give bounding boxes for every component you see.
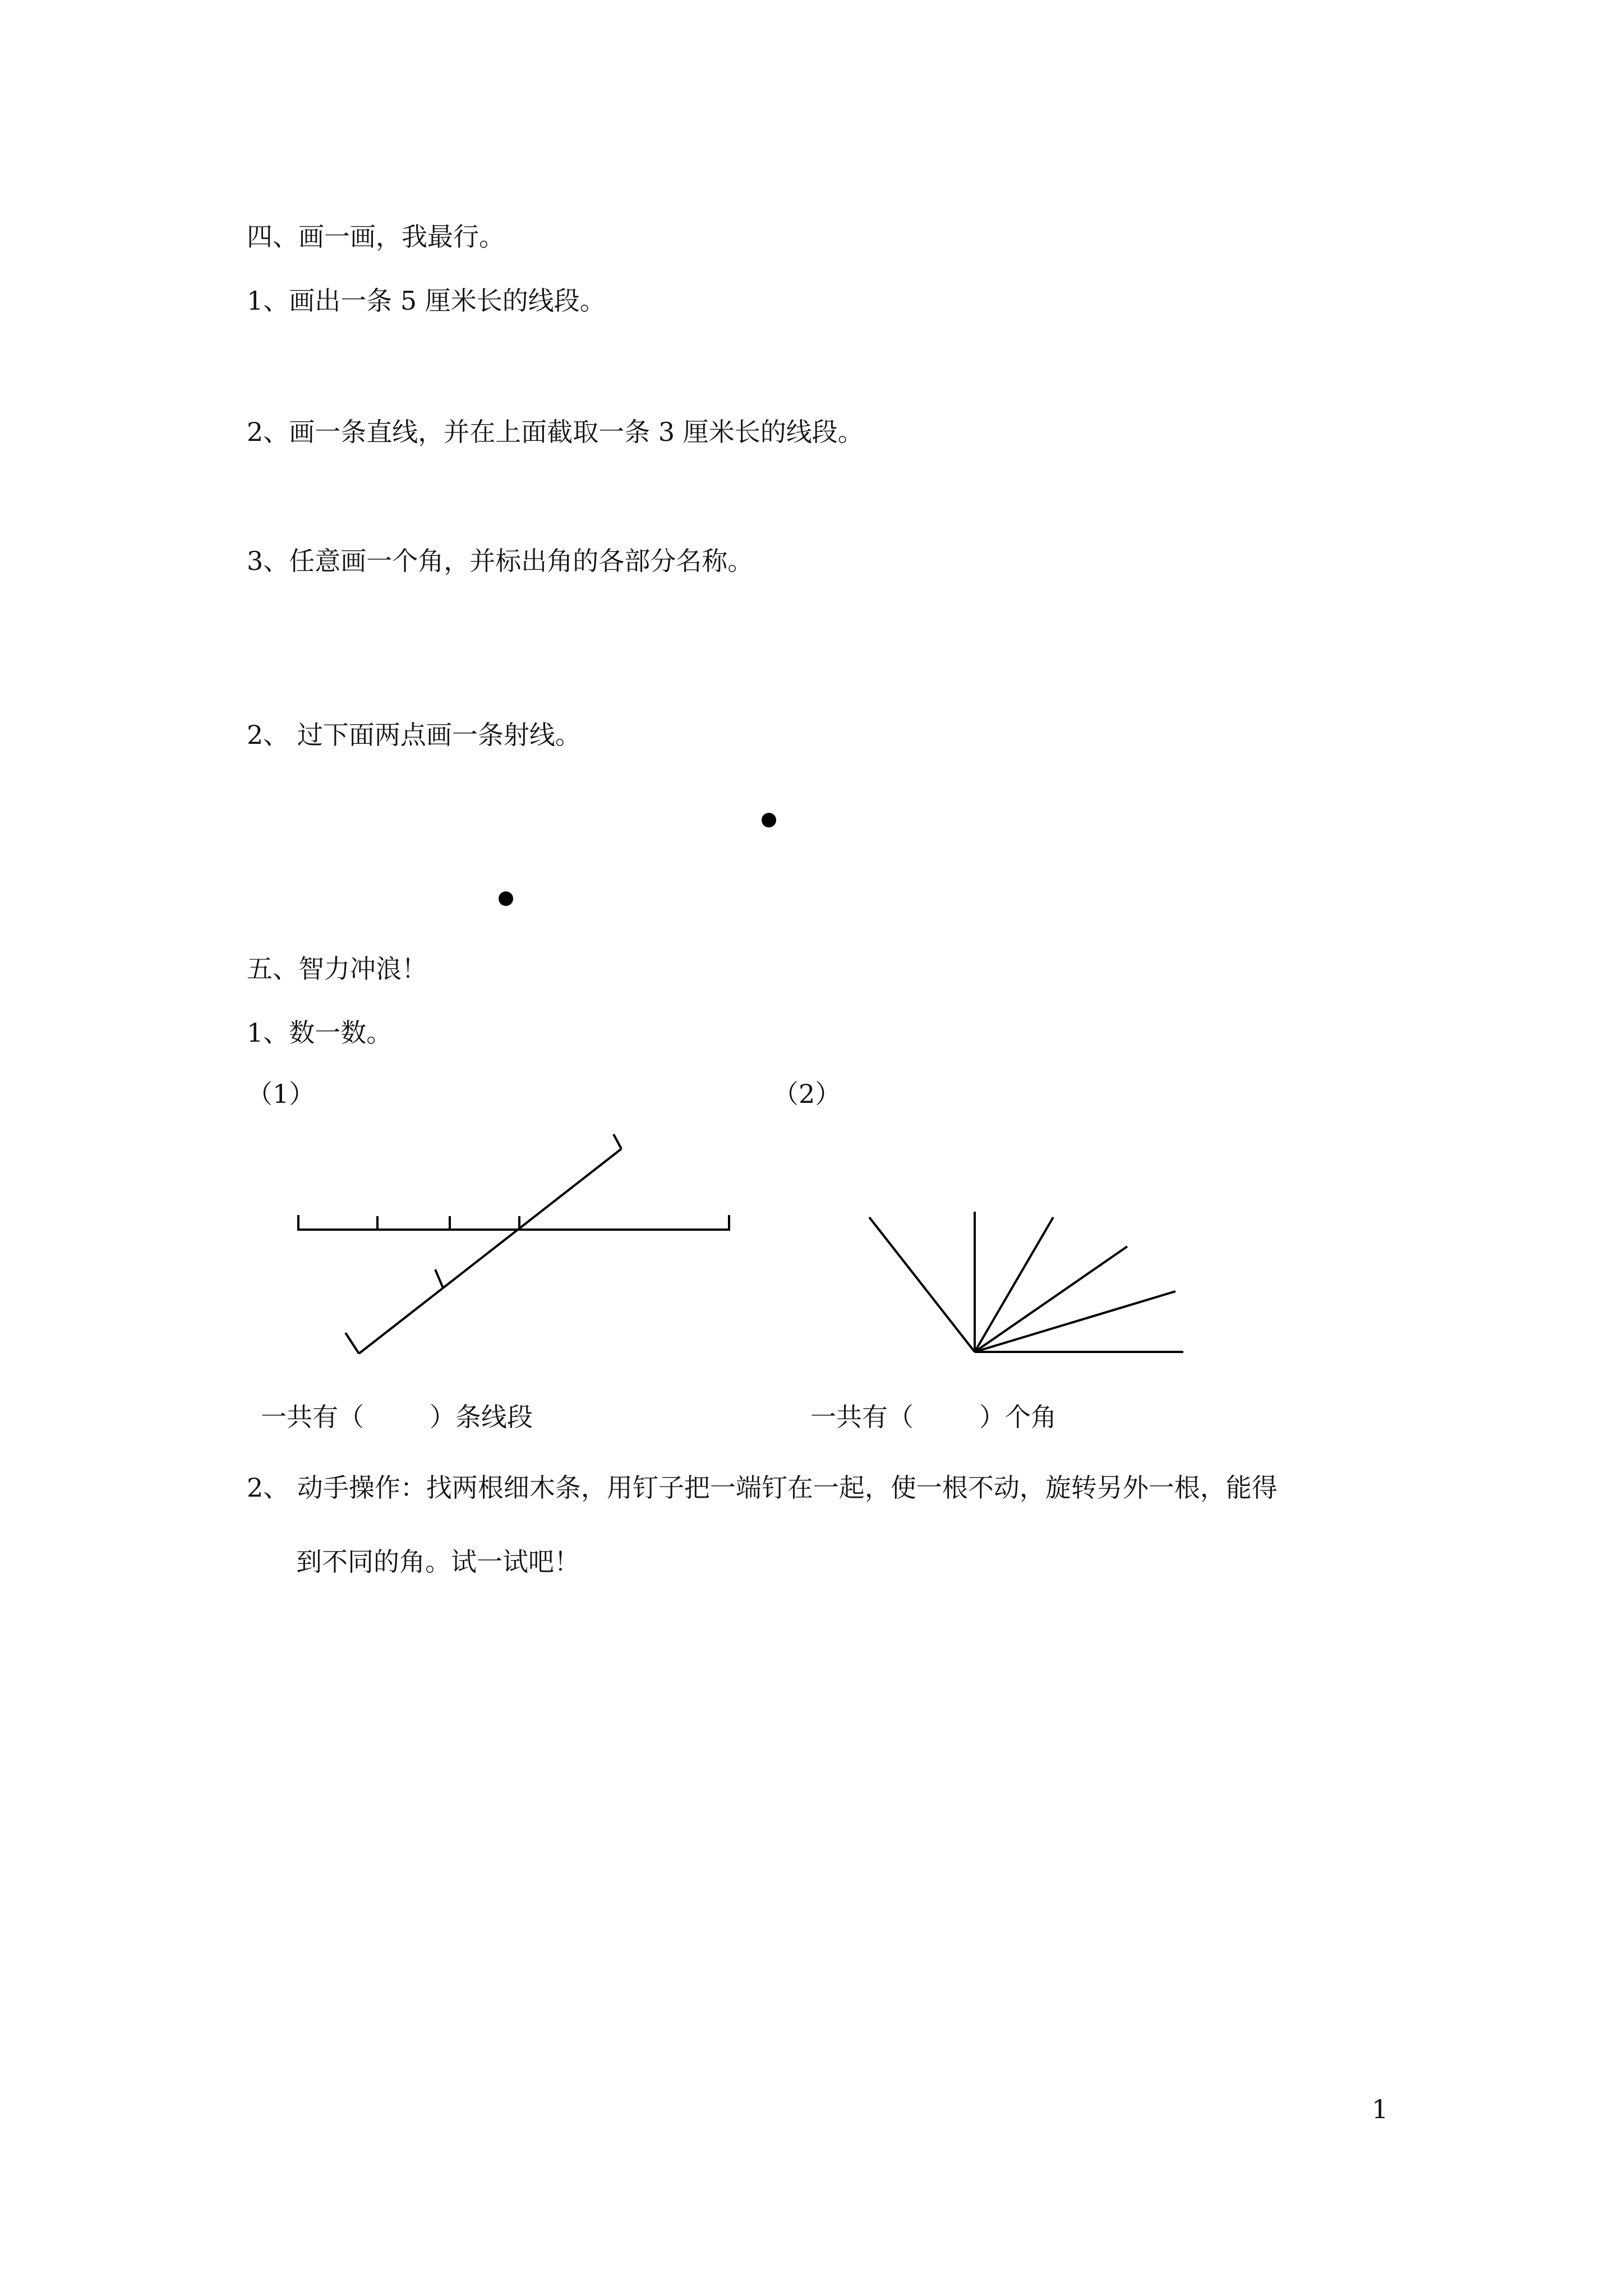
page-number: 1 xyxy=(1372,2094,1389,2124)
question-5-2-line-1: 2、 动手操作：找两根细木条，用钉子把一端钉在一起，使一根不动，旋转另外一根，能得 xyxy=(247,1473,1278,1503)
question-4-4: 2、 过下面两点画一条射线。 xyxy=(247,720,581,750)
question-4-3: 3、任意画一个角，并标出角的各部分名称。 xyxy=(247,546,754,576)
question-5-2-line-2: 到不同的角。试一试吧！ xyxy=(296,1547,580,1577)
question-4-2: 2、画一条直线，并在上面截取一条 3 厘米长的线段。 xyxy=(247,417,864,447)
section-5-heading: 五、智力冲浪！ xyxy=(247,954,427,984)
figure-1-caption: 一共有（ ）条线段 xyxy=(261,1402,533,1432)
section-4-heading: 四、画一画，我最行。 xyxy=(247,222,505,252)
question-5-1: 1、数一数。 xyxy=(247,1018,393,1048)
question-4-1: 1、画出一条 5 厘米长的线段。 xyxy=(247,286,606,316)
figure-1-label: （1） xyxy=(247,1079,315,1109)
figure-2-label: （2） xyxy=(773,1079,841,1109)
figure-2-caption: 一共有（ ）个角 xyxy=(810,1402,1057,1432)
ray-4 xyxy=(975,1246,1127,1352)
ray-1 xyxy=(869,1217,975,1352)
